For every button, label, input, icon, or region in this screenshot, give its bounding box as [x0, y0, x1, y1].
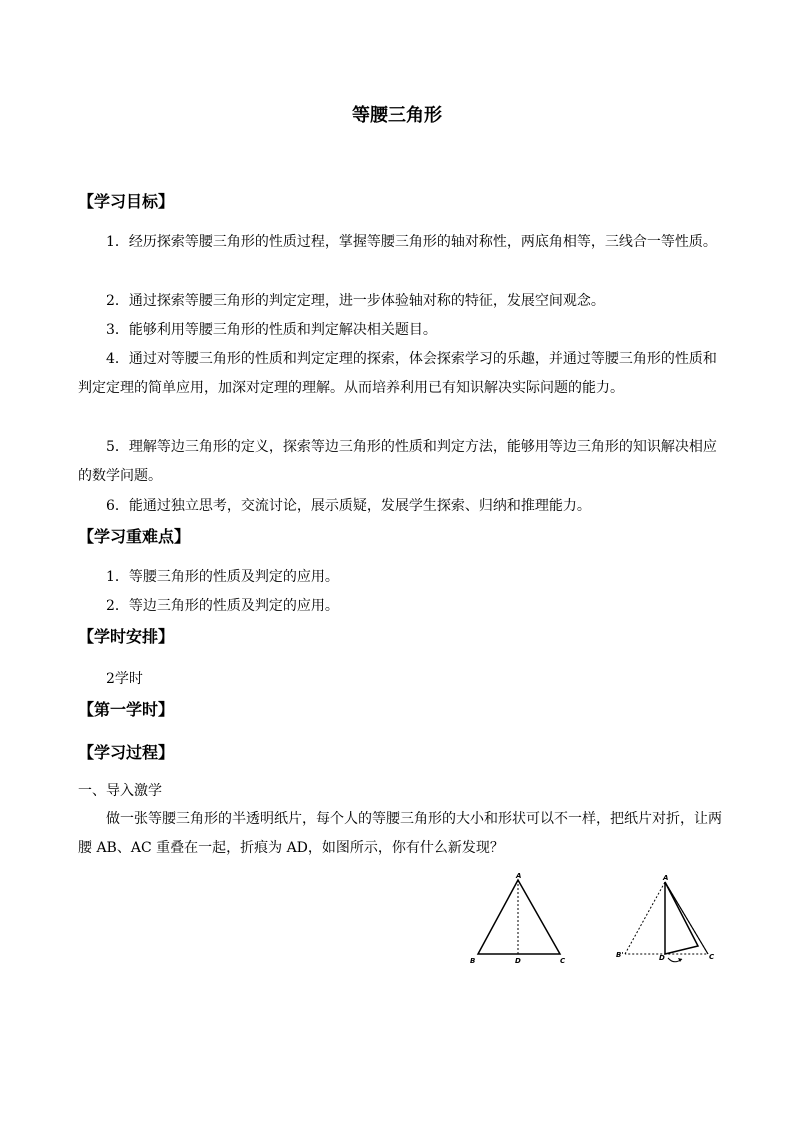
key-point-item-1: 1．等腰三角形的性质及判定的应用。	[106, 569, 339, 585]
right-label-c: C	[709, 953, 715, 961]
objective-item-5: 5．理解等边三角形的定义，探索等边三角形的性质和判定方法，能够用等边三角形的知识解决相应的数学问题。	[78, 439, 717, 484]
objective-item-6: 6．能通过独立思考，交流讨论，展示质疑，发展学生探索、归纳和推理能力。	[106, 498, 591, 514]
page-title: 等腰三角形	[352, 105, 442, 126]
left-label-d: D	[515, 957, 521, 965]
folded-triangle-right	[616, 874, 715, 962]
key-point-item-2: 2．等边三角形的性质及判定的应用。	[106, 598, 339, 614]
schedule-text: 2学时	[106, 671, 143, 687]
objective-item-2: 2．通过探索等腰三角形的判定定理，进一步体验轴对称的特征，发展空间观念。	[106, 293, 605, 309]
first-lesson-heading: 【第一学时】	[78, 700, 175, 719]
objective-item-1: 1．经历探索等腰三角形的性质过程，掌握等腰三角形的轴对称性，两底角相等，三线合一等性质。	[106, 234, 717, 250]
objectives-heading: 【学习目标】	[78, 192, 175, 211]
left-label-a: A	[516, 872, 522, 880]
right-label-a: A	[663, 874, 669, 882]
key-points-heading: 【学习重难点】	[78, 527, 191, 546]
triangle-diagram	[460, 870, 730, 970]
left-label-b: B	[470, 957, 476, 965]
folded-triangle-figure	[460, 870, 730, 970]
isosceles-triangle-left	[470, 872, 566, 965]
objective-item-3: 3．能够利用等腰三角形的性质和判定解决相关题目。	[106, 322, 437, 338]
objective-item-4: 4．通过对等腰三角形的性质和判定定理的探索，体会探索学习的乐趣，并通过等腰三角形的性质和判定定理的简单应用，加深对定理的理解。从而培养利用已有知识解决实际问题的能力。	[78, 351, 717, 396]
process-subheading: 一、导入激学	[78, 783, 162, 799]
left-label-c: C	[560, 957, 566, 965]
process-heading: 【学习过程】	[78, 743, 175, 762]
schedule-heading: 【学时安排】	[78, 627, 175, 646]
process-text: 做一张等腰三角形的半透明纸片，每个人的等腰三角形的大小和形状可以不一样，把纸片对折，让两腰 AB、AC 重叠在一起，折痕为 AD，如图所示，你有什么新发现？	[78, 811, 722, 856]
right-label-d: D	[659, 954, 665, 962]
right-label-b: B'	[616, 951, 624, 959]
